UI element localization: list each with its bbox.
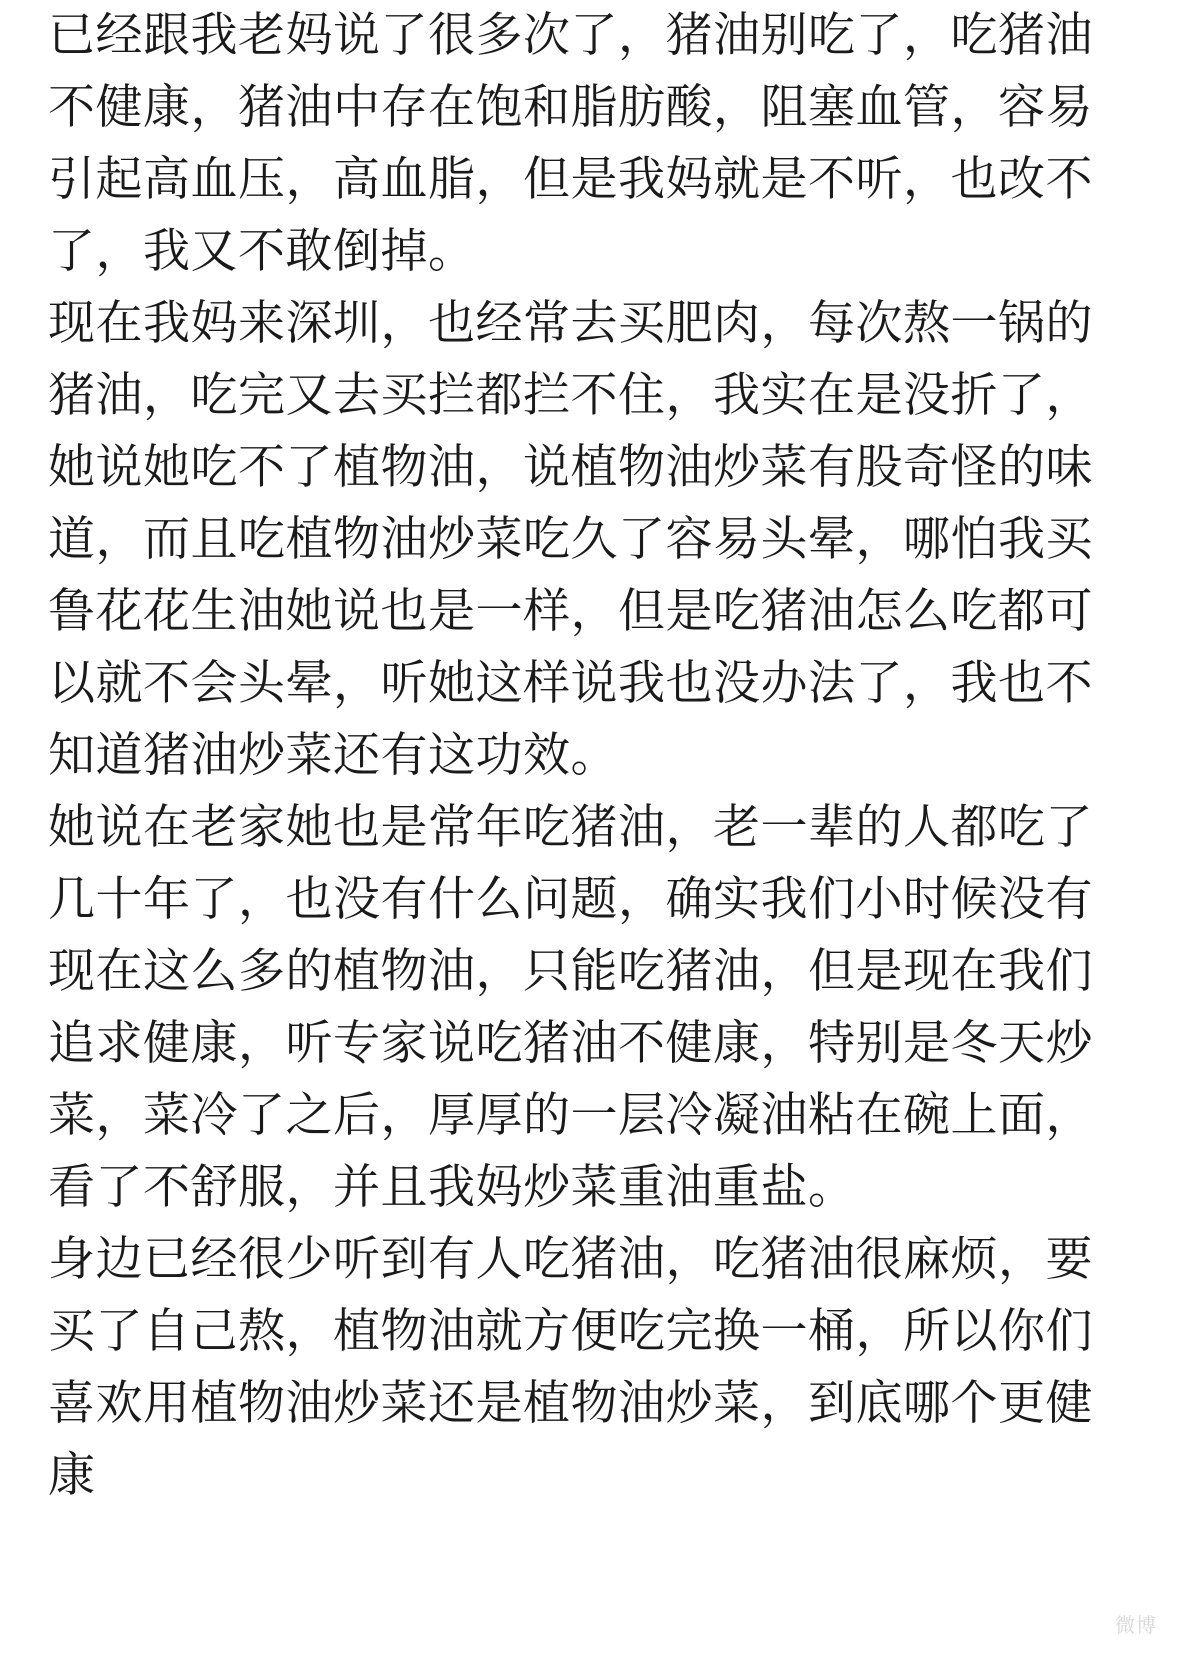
text-line: 买了自己熬，植物油就方便吃完换一桶，所以你们 [48, 1304, 1093, 1359]
text-line: 鲁花花生油她说也是一样，但是吃猪油怎么吃都可 [48, 584, 1093, 639]
text-line: 以就不会头晕，听她这样说我也没办法了，我也不 [48, 656, 1093, 711]
post-body [48, 0, 1131, 1512]
paragraph-4 [48, 1224, 1131, 1512]
text-line: 身边已经很少听到有人吃猪油，吃猪油很麻烦，要 [48, 1232, 1093, 1287]
text-line: 已经跟我老妈说了很多次了，猪油别吃了，吃猪油 [48, 8, 1093, 63]
text-line: 现在这么多的植物油，只能吃猪油，但是现在我们 [48, 944, 1093, 999]
text-line: 喜欢用植物油炒菜还是植物油炒菜，到底哪个更健 [48, 1376, 1093, 1431]
weibo-watermark: 微博 [1115, 1613, 1157, 1637]
paragraph-1 [48, 0, 1131, 288]
text-line: 不健康，猪油中存在饱和脂肪酸，阻塞血管，容易 [48, 80, 1093, 135]
text-line: 追求健康，听专家说吃猪油不健康，特别是冬天炒 [48, 1016, 1093, 1071]
text-line: 现在我妈来深圳，也经常去买肥肉，每次熬一锅的 [48, 296, 1093, 351]
text-line: 菜，菜冷了之后，厚厚的一层冷凝油粘在碗上面， [48, 1088, 1093, 1143]
text-line: 几十年了，也没有什么问题，确实我们小时候没有 [48, 872, 1093, 927]
paragraph-2 [48, 288, 1131, 792]
text-line: 她说在老家她也是常年吃猪油，老一辈的人都吃了 [48, 800, 1093, 855]
paragraph-3 [48, 792, 1131, 1224]
text-line: 知道猪油炒菜还有这功效。 [48, 728, 618, 783]
text-line: 道，而且吃植物油炒菜吃久了容易头晕，哪怕我买 [48, 512, 1093, 567]
text-line: 了，我又不敢倒掉。 [48, 224, 476, 279]
text-line: 她说她吃不了植物油，说植物油炒菜有股奇怪的味 [48, 440, 1093, 495]
text-line: 引起高血压，高血脂，但是我妈就是不听，也改不 [48, 152, 1093, 207]
text-line: 看了不舒服，并且我妈炒菜重油重盐。 [48, 1160, 856, 1215]
text-line: 猪油，吃完又去买拦都拦不住，我实在是没折了， [48, 368, 1093, 423]
text-line: 康 [48, 1448, 96, 1503]
